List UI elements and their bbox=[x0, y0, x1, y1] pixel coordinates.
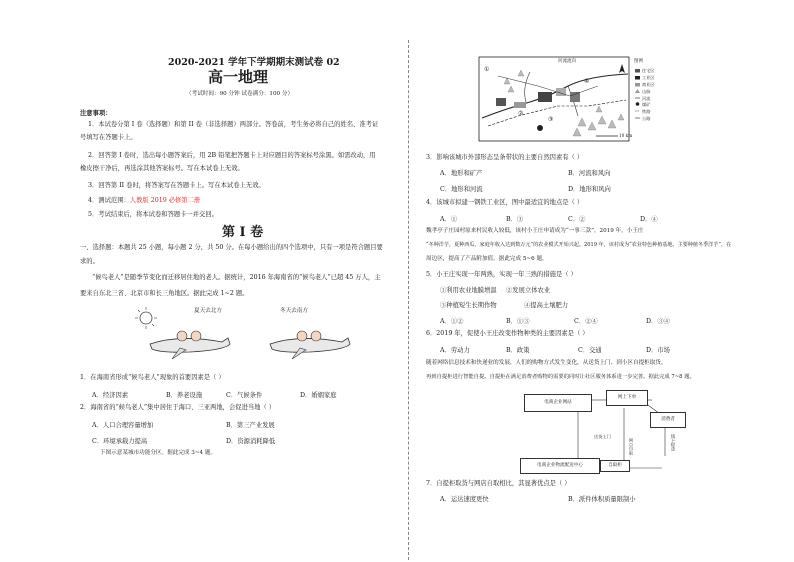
q6-option-c[interactable]: C．交通 bbox=[578, 347, 602, 354]
q4-option-c[interactable]: C．② bbox=[568, 216, 586, 223]
q2-option-a[interactable]: A．人口合理容量增加 bbox=[92, 422, 154, 429]
exam-title: 2020-2021 学年下学期期末测试卷 02 bbox=[168, 57, 340, 68]
question-2: 2．海南省的“候鸟老人”集中居住于海口、三亚两地，会促进当地（ ） bbox=[80, 404, 276, 411]
q5-statement-3: ③种植短生长期作物 bbox=[440, 302, 497, 309]
q2-option-b[interactable]: B．第三产业发展 bbox=[226, 422, 275, 429]
legend-item: 工业区 bbox=[642, 75, 655, 80]
transition-text: 下图示意某城市功能分区。据此完成 3~4 题。 bbox=[100, 450, 217, 456]
q1-option-a[interactable]: A．经济因素 bbox=[92, 392, 129, 399]
section-title: 第 I 卷 bbox=[222, 225, 264, 240]
q3-option-d[interactable]: D．地形和风向 bbox=[568, 186, 611, 193]
q6-option-d[interactable]: D．市场 bbox=[646, 347, 670, 354]
legend-item: 山脉 bbox=[642, 89, 651, 94]
q5-option-b[interactable]: B．①③ bbox=[506, 318, 530, 325]
label-outlet-pickup: 网点自取 bbox=[629, 438, 634, 455]
figure-label-summer: 夏天去北方 bbox=[194, 308, 222, 314]
question-1: 1．在海南省形成“候鸟老人”现象的首要因素是（ ） bbox=[80, 374, 225, 381]
q1-option-d[interactable]: D．婚姻家庭 bbox=[300, 392, 337, 399]
legend-item: 河流 bbox=[642, 96, 651, 101]
q4-option-b[interactable]: B．③ bbox=[506, 216, 524, 223]
map-marker-1: ① bbox=[484, 66, 490, 73]
note-line: 5．考试结束后，将本试卷和答题卡一并交回。 bbox=[88, 211, 218, 218]
q5-statement-1: ①利用农业地膜增温 bbox=[440, 287, 497, 294]
q7-option-a[interactable]: A．运达速度更快 bbox=[440, 496, 489, 503]
q5-statement-2: ②发展立体农业 bbox=[506, 287, 551, 294]
q7-option-b[interactable]: B．派件体积质量限制小 bbox=[568, 496, 636, 503]
legend-item: 商业区 bbox=[642, 82, 655, 87]
note-line: 3．回答第 II 卷时，将答案写在答题卡上。写在本试卷上无效。 bbox=[88, 182, 265, 189]
column-divider bbox=[408, 40, 409, 560]
exam-info: （考试时间：90 分钟 试卷满分：100 分） bbox=[186, 91, 294, 97]
q6-option-a[interactable]: A．劳动力 bbox=[440, 347, 470, 354]
section-instruction: 一、选择题：本题共 25 小题，每小题 2 分，共 50 分。在每小题给出的四个选项中，只有一项是符合题目要 bbox=[80, 244, 383, 251]
map-title: 河流流向 bbox=[558, 59, 576, 64]
q5-statement-4: ④提高土壤肥力 bbox=[524, 302, 569, 309]
migration-figure bbox=[130, 304, 370, 362]
question-5: 5．小王庄实现一年两熟，实现一年三熟的措施是（ ） bbox=[426, 271, 577, 278]
question-4: 4．该城市拟建一钢铁工业区，图中最适宜的地点是（ ） bbox=[426, 199, 584, 206]
airplane-left-icon bbox=[150, 331, 230, 359]
passage-3-line: 再到自提柜进行智能自提。自提柜在满足消费者购物的需要的同时让社区服务体系进一步完善。据此完成 7~8 题。 bbox=[426, 374, 695, 380]
legend-item: 住宅区 bbox=[642, 68, 655, 73]
box-pickup-locker: 自取柜 bbox=[600, 460, 630, 472]
question-6: 6．2019 年，促使小王庄改变作物种类的主要因素是（ ） bbox=[426, 330, 589, 337]
box-online-order: 网上下单 bbox=[606, 390, 648, 406]
passage-2-line: “冬种洋芋，夏种西瓜，家庭年收入达到数万元”的农业模式开始兴起。2019 年，该村成为“农业特色种植基地，主要种植冬季洋芋”，在 bbox=[426, 242, 732, 248]
map-marker-2: ② bbox=[518, 110, 524, 117]
sun-icon bbox=[135, 307, 157, 329]
coal-mine bbox=[537, 125, 543, 131]
note-line-scope: 4．测试范围：人教版 2019 必修第二册 bbox=[88, 197, 201, 204]
question-7: 7．自提柜取货与网店自取相比，其显著优点是（ ） bbox=[426, 480, 571, 487]
question-3: 3．影响该城市外部形态呈条带状的主要自然因素有（ ） bbox=[426, 154, 584, 161]
map-marker-3: ③ bbox=[548, 116, 554, 123]
note-line: 2．回答第 I 卷时，选出每小题答案后，用 2B 铅笔把答题卡上对应题目的答案标号涂黑。如需改动，用 bbox=[88, 152, 376, 159]
note-line: 号填写在答题卡上。 bbox=[80, 134, 137, 141]
q2-option-d[interactable]: D．资源消耗降低 bbox=[226, 438, 276, 445]
label-offline-pickup: 线下提货 bbox=[671, 434, 676, 451]
subject-title: 高一地理 bbox=[208, 68, 269, 86]
q2-option-c[interactable]: C．环境承载力提高 bbox=[92, 438, 148, 445]
passage-2-line: 魏孝亭子庄园村原来村民收入较低，该村小王庄申请成为“一事三款”。2019 年，小王庄 bbox=[426, 228, 644, 234]
legend-item: 煤矿 bbox=[642, 102, 651, 107]
figure-label-winter: 冬天去南方 bbox=[280, 308, 308, 314]
airplane-right-icon bbox=[270, 331, 350, 359]
passage-line: 要来自东北三省、北京市和长三角地区。据此完成 1~2 题。 bbox=[80, 290, 249, 297]
q6-option-b[interactable]: B．政策 bbox=[506, 347, 530, 354]
legend-item: 公路 bbox=[642, 116, 651, 121]
q5-option-a[interactable]: A．①② bbox=[440, 318, 464, 325]
note-line: 1．本试卷分第 I 卷（选择题）和第 II 卷（非选择题）两部分。答卷前，考生务必将自己的姓名、准考证 bbox=[88, 121, 379, 128]
q1-option-c[interactable]: C．气候条件 bbox=[226, 392, 263, 399]
section-instruction: 求的。 bbox=[80, 258, 99, 265]
passage-line: “候鸟老人”是随季节变化而迁移居住地的老人。据统计，2016 年海南省的“候鸟老人”已超 45 万人，主 bbox=[92, 274, 381, 281]
q3-option-c[interactable]: C．地形和河流 bbox=[440, 186, 483, 193]
legend-item: 铁路 bbox=[642, 109, 651, 114]
q1-option-b[interactable]: B．养老设施 bbox=[166, 392, 203, 399]
ecommerce-flow-diagram bbox=[520, 388, 720, 480]
legend-title: 图例 bbox=[634, 59, 643, 64]
box-distribution-center: 电商企业物流配送中心 bbox=[520, 458, 600, 474]
label-door-delivery: 送货上门 bbox=[594, 434, 611, 439]
q5-option-d[interactable]: D．③④ bbox=[646, 318, 670, 325]
notes-heading: 注意事项： bbox=[80, 110, 112, 117]
q3-option-a[interactable]: A．地形和矿产 bbox=[440, 170, 483, 177]
q3-option-b[interactable]: B．河流和风向 bbox=[568, 170, 611, 177]
q5-option-c[interactable]: C．②④ bbox=[574, 318, 598, 325]
map-marker-4: ④ bbox=[584, 78, 590, 85]
note-line: 橡皮擦干净后，再选涂其他答案标号。写在本试卷上无效。 bbox=[80, 165, 244, 172]
city-function-map bbox=[478, 56, 664, 144]
box-ecommerce-website: 电商企业网站 bbox=[524, 394, 592, 412]
box-consumer: 消费者 bbox=[650, 412, 686, 428]
passage-3-line: 随着网络信息技术和快递业的发展，人们的购物方式发生变化，从送货上门、到小区自提柜取货， bbox=[426, 360, 667, 366]
q4-option-d[interactable]: D．④ bbox=[640, 216, 658, 223]
passage-2-line: 周边区，提高了产品附加值，据此完成 5~6 题。 bbox=[426, 256, 548, 262]
q4-option-a[interactable]: A．① bbox=[440, 216, 458, 223]
scale-label: 10 km bbox=[619, 133, 633, 138]
legend bbox=[635, 69, 640, 118]
